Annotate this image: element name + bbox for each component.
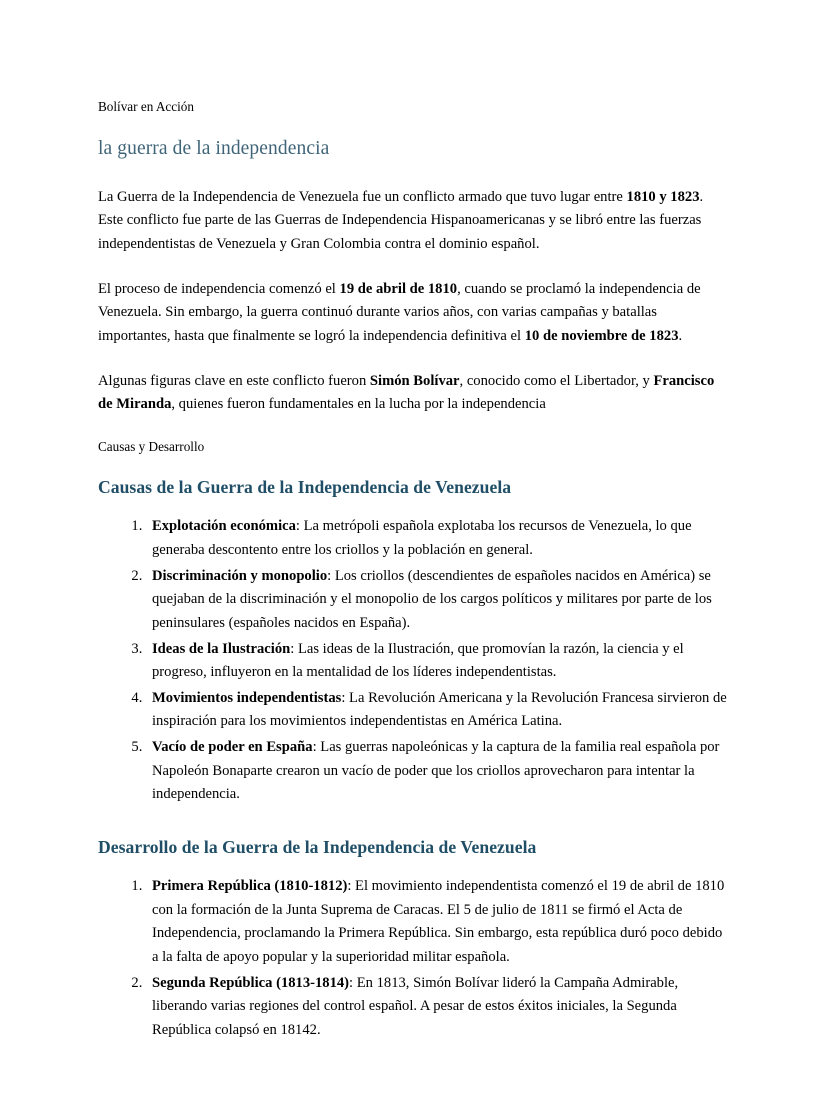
causas-list (98, 515, 730, 807)
list-item-term: Primera República (1810-1812) (152, 878, 348, 895)
document-title: la guerra de la independencia (98, 138, 330, 160)
list-item (146, 972, 730, 1043)
emphasis-text: Francisco de Miranda (98, 372, 715, 413)
list-item-body: : Las ideas de la Ilustración, que promovían la razón, la ciencia y el progreso, influyeron en la mentalidad de los líderes independentistas. (152, 640, 684, 681)
list-item-body: : La Revolución Americana y la Revolución Francesa sirvieron de inspiración para los movimientos independentistas en América Latina. (152, 689, 727, 730)
list-item (146, 875, 730, 970)
section-heading-causas: Causas de la Guerra de la Independencia de Venezuela (98, 477, 512, 498)
desarrollo-list-block (98, 875, 730, 1042)
desarrollo-list (98, 875, 730, 1042)
list-item-body: : Los criollos (descendientes de españoles nacidos en América) se quejaban de la discriminación y el monopolio de los cargos políticos y militares por parte de los peninsulares (españoles nacidos en España). (152, 567, 712, 631)
list-item-term: Vacío de poder en España (152, 739, 313, 756)
body-text: , quienes fueron fundamentales en la lucha por la independencia (171, 396, 546, 413)
list-item (146, 736, 730, 807)
intro-paragraphs (98, 186, 730, 417)
list-item-term: Ideas de la Ilustración (152, 640, 291, 657)
section-desarrollo (98, 837, 730, 1042)
intro-paragraph-2 (98, 278, 730, 349)
list-item-body: : Las guerras napoleónicas y la captura de la familia real española por Napoleón Bonaparte crearon un vacío de poder que los criollos aprovecharon para intentar la independencia. (152, 739, 720, 803)
list-item (146, 565, 730, 636)
emphasis-text: Simón Bolívar (369, 372, 460, 389)
emphasis-text: 1810 y 1823 (626, 188, 700, 205)
intro-paragraph-1 (98, 186, 730, 257)
list-item-term: Explotación económica (152, 518, 296, 535)
list-item-term: Segunda República (1813-1814) (152, 974, 350, 991)
emphasis-text: 10 de noviembre de 1823 (524, 328, 679, 345)
body-text: . Este conflicto fue parte de las Guerras de Independencia Hispanoamericanas y se libró entre las fuerzas independentistas de Venezuela y Gran Colombia contra el dominio español. (98, 188, 704, 253)
body-text: , conocido como el Libertador, y (459, 372, 654, 389)
list-item-body: : La metrópoli española explotaba los recursos de Venezuela, lo que generaba descontento entre los criollos y la población en general. (152, 518, 692, 558)
document-kicker: Bolívar en Acción (98, 99, 194, 114)
section-causas (98, 477, 730, 807)
causas-list-block (98, 515, 730, 807)
emphasis-text: 19 de abril de 1810 (339, 280, 458, 297)
list-item-body: : El movimiento independentista comenzó el 19 de abril de 1810 con la formación de la Junta Suprema de Caracas. El 5 de julio de 1811 se firmó el Acta de Independencia, proclamando la Primera República. Sin embargo, esta república duró poco debido a la falta de apoyo popular y la superioridad militar española. (152, 878, 725, 965)
body-text: La Guerra de la Independencia de Venezuela fue un conflicto armado que tuvo lugar entre (98, 188, 627, 205)
document-body (98, 98, 730, 1043)
body-text: El proceso de independencia comenzó el (98, 280, 340, 297)
document-subkicker: Causas y Desarrollo (98, 438, 205, 454)
list-item-term: Discriminación y monopolio (152, 567, 328, 584)
intro-paragraph-3 (98, 370, 730, 417)
body-text: Algunas figuras clave en este conflicto fueron (98, 372, 370, 389)
body-text: , cuando se proclamó la independencia de Venezuela. Sin embargo, la guerra continuó durante varios años, con varias campañas y batallas importantes, hasta que finalmente se logró la independencia definitiva el (98, 280, 701, 345)
list-item (146, 687, 730, 734)
list-item (146, 638, 730, 685)
list-item-body: : En 1813, Simón Bolívar lideró la Campaña Admirable, liberando varias regiones del control español. A pesar de estos éxitos iniciales, la Segunda República colapsó en 18142. (152, 974, 679, 1038)
body-text: . (678, 328, 683, 345)
list-item (146, 515, 730, 562)
section-heading-desarrollo: Desarrollo de la Guerra de la Independencia de Venezuela (98, 837, 537, 858)
list-item-term: Movimientos independentistas (152, 689, 342, 706)
